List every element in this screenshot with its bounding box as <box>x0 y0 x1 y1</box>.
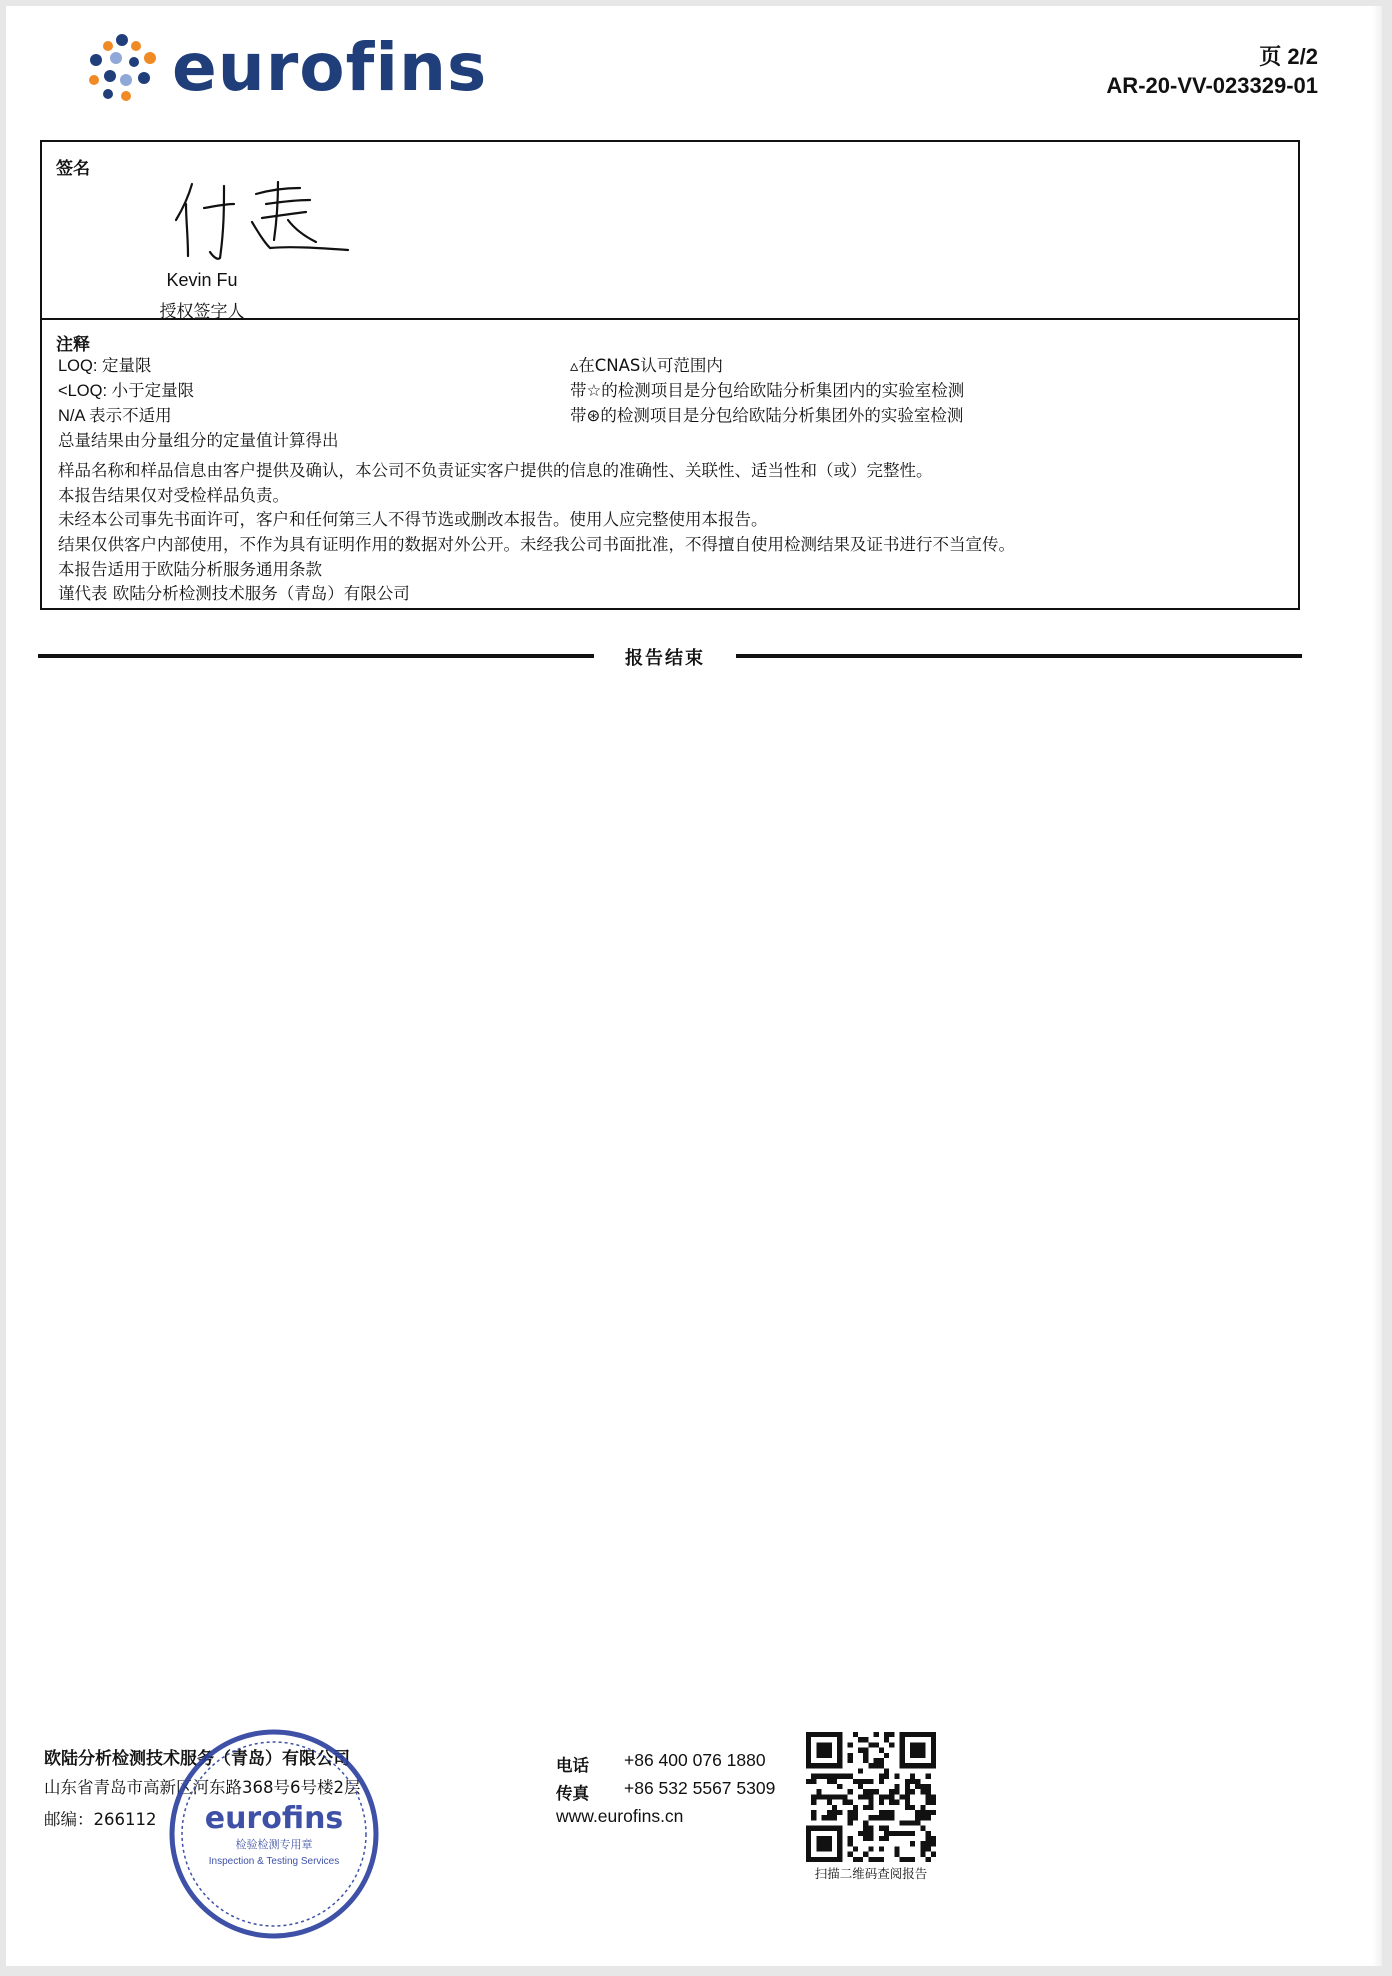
notes-section <box>40 318 1300 610</box>
note-below-loq: <LOQ: 小于定量限 <box>58 382 195 400</box>
report-number: AR-20-VV-023329-01 <box>1106 73 1318 98</box>
note-subcontract-external: 带⊛的检测项目是分包给欧陆分析集团外的实验室检测 <box>570 406 964 425</box>
signature-section <box>40 140 1300 320</box>
fax-number: +86 532 5567 5309 <box>624 1778 776 1798</box>
stamp-line-1: 检验检测专用章 <box>235 1838 313 1851</box>
note-total-result: 总量结果由分量组分的定量值计算得出 <box>58 431 339 450</box>
statement-terms: 本报告适用于欧陆分析服务通用条款 <box>58 560 322 579</box>
qr-caption: 扫描二维码查阅报告 <box>814 1866 928 1881</box>
handwritten-signature <box>170 174 360 264</box>
statement-scope: 本报告结果仅对受检样品负责。 <box>58 486 289 505</box>
website-link[interactable]: www.eurofins.cn <box>556 1806 684 1826</box>
footer-address: 山东省青岛市高新区河东路368号6号楼2层 <box>44 1778 361 1797</box>
end-of-report: 报告结束 <box>625 648 705 669</box>
footer-postal: 邮编：266112 <box>44 1810 157 1829</box>
note-loq: LOQ: 定量限 <box>58 357 152 375</box>
statement-on-behalf: 谨代表 欧陆分析检测技术服务（青岛）有限公司 <box>58 584 410 603</box>
signer-role: 授权签字人 <box>159 302 245 322</box>
statement-internal-use: 结果仅供客户内部使用，不作为具有证明作用的数据对外公开。未经我公司书面批准，不得擅自使用检测结果及证书进行不当宣传。 <box>58 535 1015 554</box>
official-stamp <box>166 1726 382 1942</box>
signature-title: 签名 <box>56 159 90 179</box>
page-header-info <box>1106 40 1318 99</box>
end-divider-right <box>736 654 1302 658</box>
phone-number: +86 400 076 1880 <box>624 1750 766 1770</box>
note-subcontract-internal: 带☆的检测项目是分包给欧陆分析集团内的实验室检测 <box>570 381 965 400</box>
signer-name: Kevin Fu <box>166 270 238 290</box>
page-number: 页 2/2 <box>1259 44 1318 69</box>
eurofins-logo <box>86 29 488 106</box>
statement-no-excerpt: 未经本公司事先书面许可，客户和任何第三人不得节选或删改本报告。使用人应完整使用本报告。 <box>58 510 768 529</box>
statement-sample-info: 样品名称和样品信息由客户提供及确认，本公司不负责证实客户提供的信息的准确性、关联性、适当性和（或）完整性。 <box>58 461 933 480</box>
note-na: N/A 表示不适用 <box>58 407 172 425</box>
stamp-line-2: Inspection & Testing Services <box>208 1856 340 1867</box>
phone-label: 电话 <box>556 1756 589 1775</box>
report-page <box>6 6 1382 1966</box>
qr-code[interactable] <box>806 1732 936 1862</box>
fax-label: 传真 <box>556 1784 589 1803</box>
logo-wordmark: eurofins <box>172 29 488 106</box>
notes-title: 注释 <box>56 335 90 355</box>
stamp-logo-text: eurofins <box>204 1801 344 1836</box>
eurofins-dots-icon <box>86 32 158 104</box>
note-cnas: ▵在CNAS认可范围内 <box>570 356 723 375</box>
footer-company: 欧陆分析检测技术服务（青岛）有限公司 <box>44 1749 350 1769</box>
end-divider-left <box>38 654 594 658</box>
